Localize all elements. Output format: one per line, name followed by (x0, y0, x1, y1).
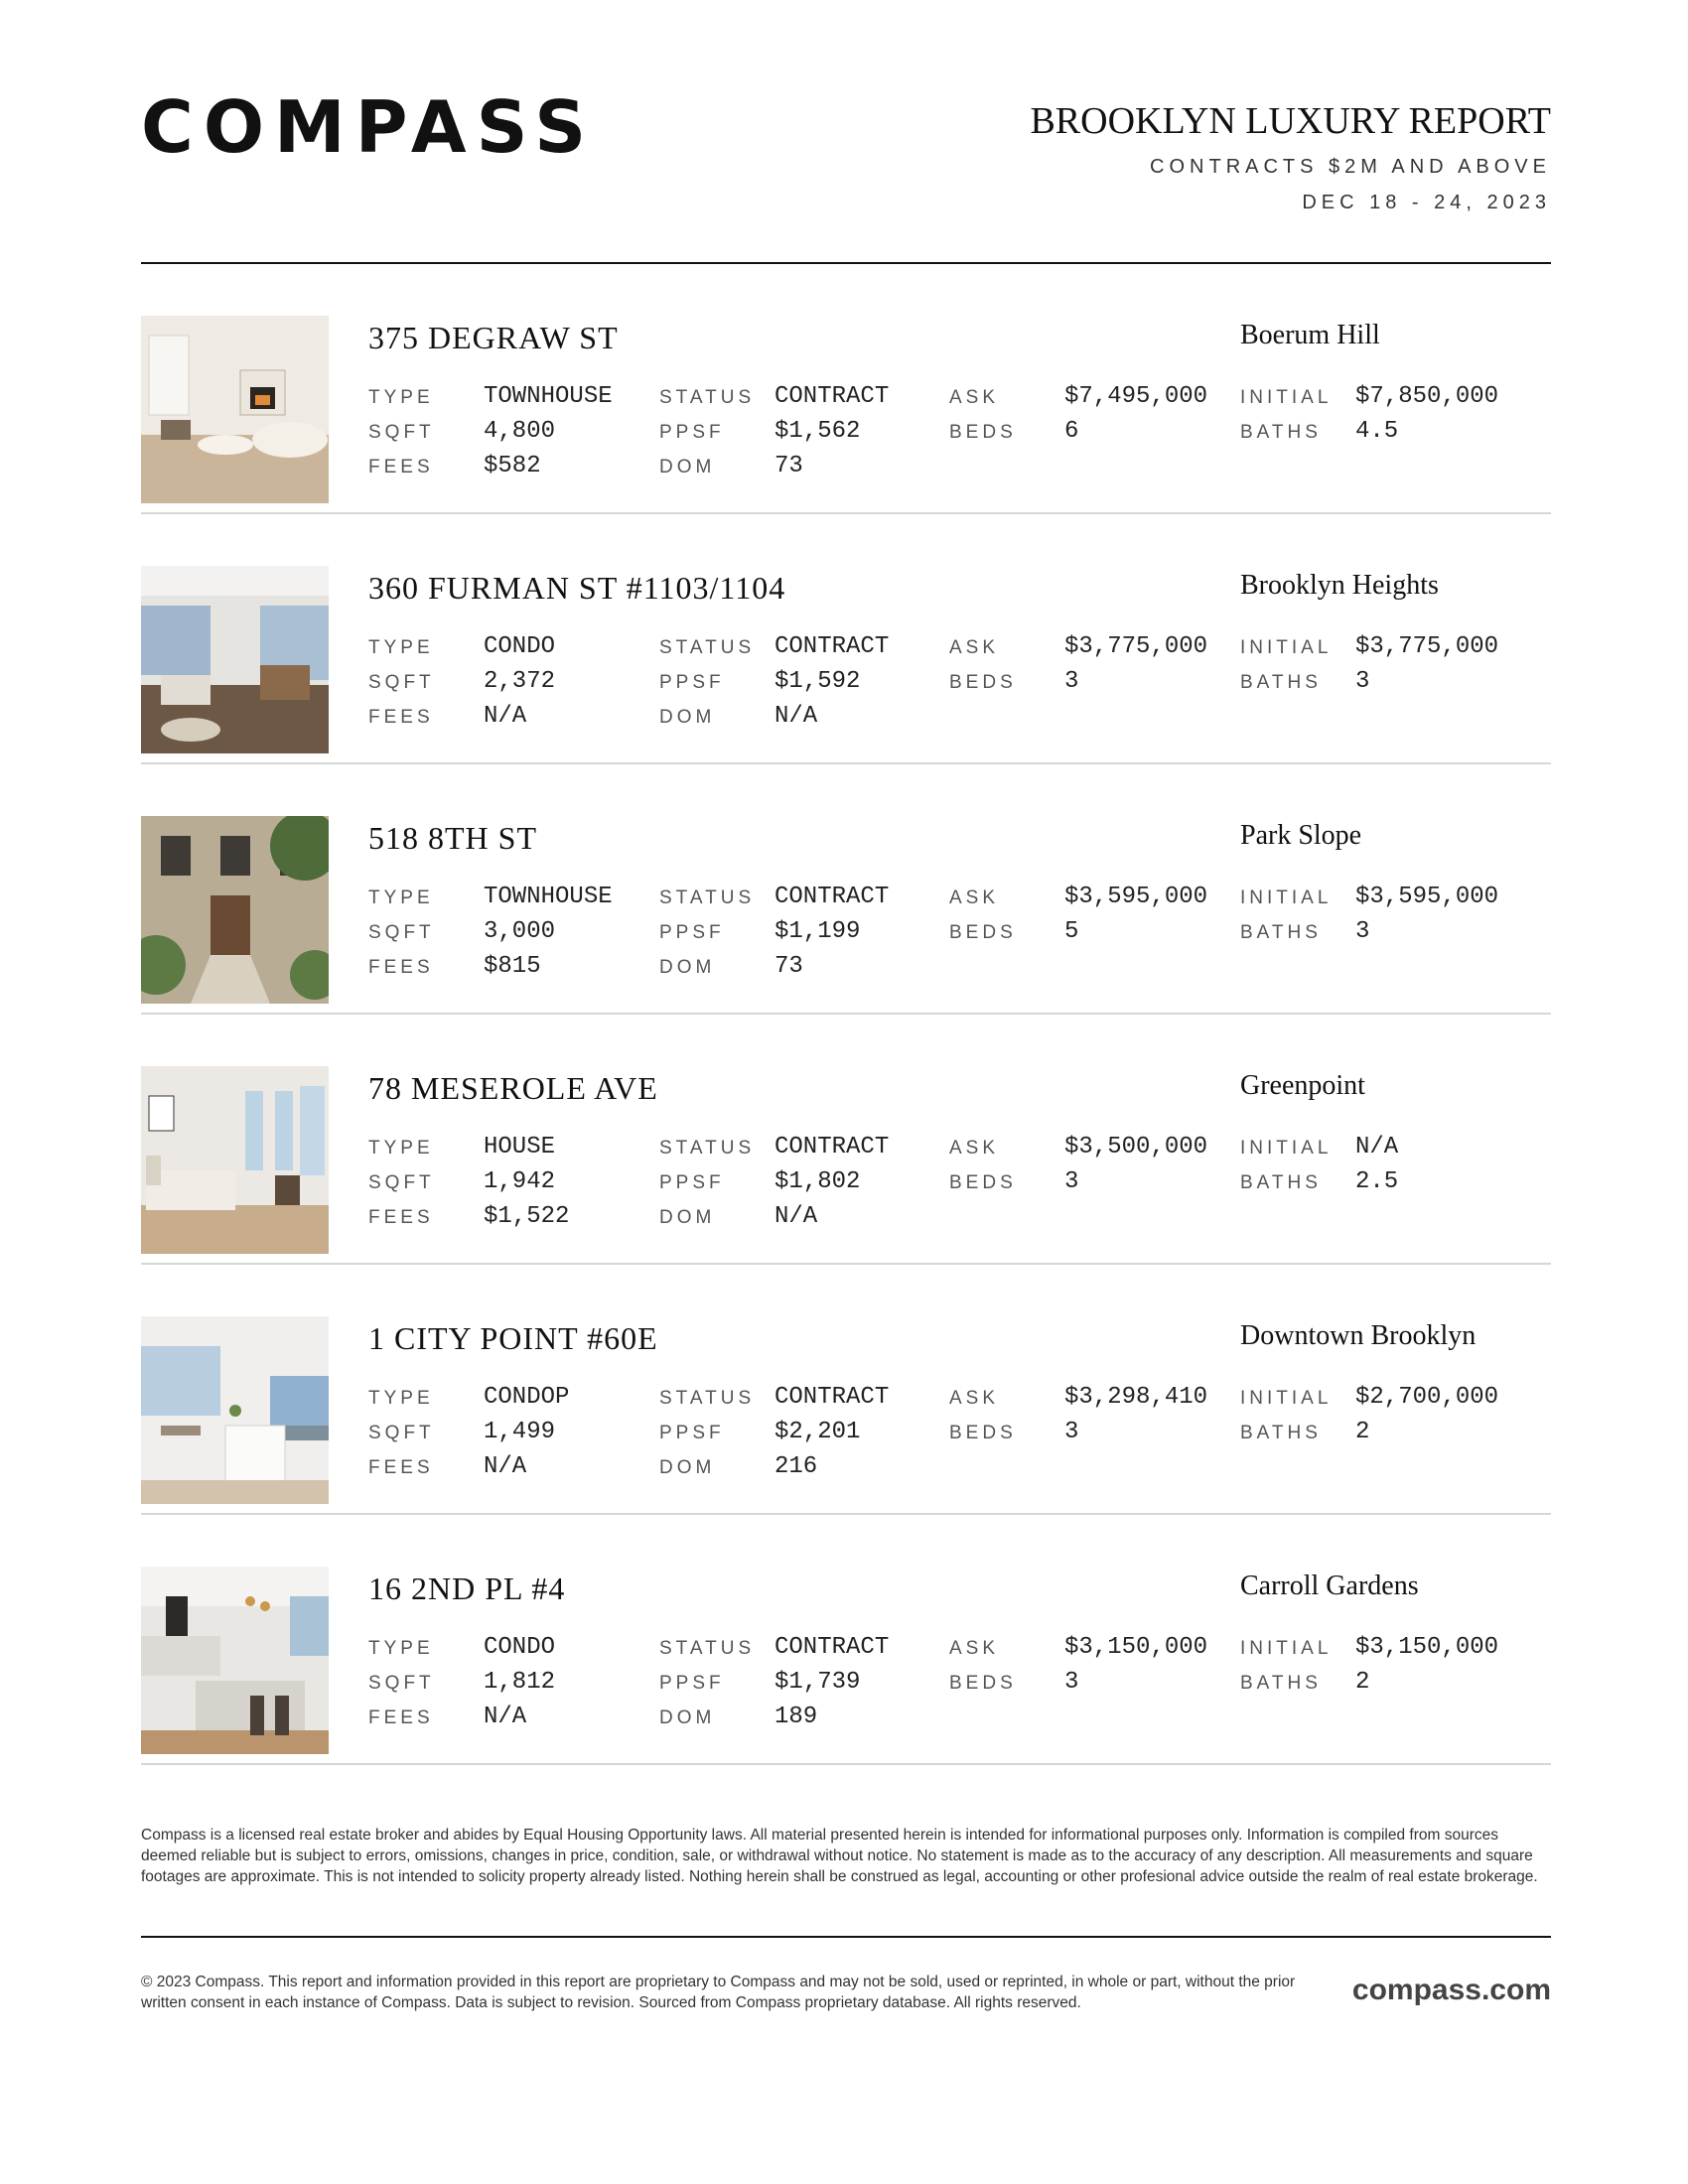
report-subtitle: CONTRACTS $2M AND ABOVE (1150, 156, 1551, 178)
beds-label: BEDS (949, 1172, 1017, 1193)
status-label: STATUS (659, 887, 756, 908)
listing-address[interactable]: 16 2ND PL #4 (368, 1570, 566, 1606)
beds-label: BEDS (949, 922, 1017, 943)
disclaimer-text: Compass is a licensed real estate broker and abides by Equal Housing Opportunity laws. All material presented herein is intended for informational purposes only. Information is compiled from sources deemed reliable but is subject to errors, omissions, changes in price, condition, sale, or withdrawal without notice. No statement is made as to the accuracy of any description. All measurements and square footages are approximate. This is not intended to solicity property already listed. Nothing herein shall be construed as legal, accounting or other profesional advice outside the realm of real estate brokerage. (141, 1827, 1538, 1885)
fees-label: FEES (368, 457, 434, 478)
fees-label: FEES (368, 1457, 434, 1478)
listing-row[interactable] (141, 1015, 1551, 1265)
ask-value: $3,150,000 (1064, 1634, 1208, 1661)
listing-row[interactable] (141, 264, 1551, 514)
ask-value: $7,495,000 (1064, 383, 1208, 410)
listing-stats (368, 1384, 1551, 1493)
baths-label: BATHS (1240, 1673, 1322, 1694)
type-value: CONDOP (484, 1384, 570, 1411)
status-label: STATUS (659, 637, 756, 658)
sqft-value: 1,499 (484, 1419, 556, 1445)
status-value: CONTRACT (774, 884, 890, 910)
baths-label: BATHS (1240, 672, 1322, 693)
type-value: TOWNHOUSE (484, 383, 613, 410)
dom-label: DOM (659, 957, 716, 978)
initial-label: INITIAL (1240, 887, 1333, 908)
sqft-value: 1,942 (484, 1168, 556, 1195)
sqft-label: SQFT (368, 1673, 435, 1694)
ask-label: ASK (949, 887, 1000, 908)
dom-label: DOM (659, 1707, 716, 1728)
report-title: BROOKLYN LUXURY REPORT (1030, 100, 1551, 142)
initial-label: INITIAL (1240, 1638, 1333, 1659)
kitchen-island-photo[interactable] (141, 1567, 329, 1754)
baths-label: BATHS (1240, 422, 1322, 443)
beds-value: 6 (1064, 418, 1079, 445)
baths-label: BATHS (1240, 922, 1322, 943)
status-value: CONTRACT (774, 1384, 890, 1411)
listing-stats (368, 1134, 1551, 1243)
status-value: CONTRACT (774, 383, 890, 410)
listing-stats (368, 1634, 1551, 1743)
compass-logo[interactable]: COMPASS (141, 85, 597, 169)
type-label: TYPE (368, 1638, 434, 1659)
dom-label: DOM (659, 457, 716, 478)
beds-value: 5 (1064, 918, 1079, 945)
baths-label: BATHS (1240, 1423, 1322, 1443)
type-value: CONDO (484, 633, 556, 660)
ppsf-label: PPSF (659, 672, 725, 693)
listing-address[interactable]: 1 CITY POINT #60E (368, 1320, 658, 1356)
ppsf-label: PPSF (659, 1172, 725, 1193)
sqft-label: SQFT (368, 922, 435, 943)
sqft-value: 3,000 (484, 918, 556, 945)
listing-row[interactable] (141, 1265, 1551, 1515)
baths-value: 4.5 (1355, 418, 1399, 445)
type-value: HOUSE (484, 1134, 556, 1160)
fees-label: FEES (368, 957, 434, 978)
type-label: TYPE (368, 887, 434, 908)
beds-label: BEDS (949, 1673, 1017, 1694)
beds-value: 3 (1064, 1669, 1079, 1696)
sqft-label: SQFT (368, 422, 435, 443)
dom-value: 216 (774, 1453, 818, 1480)
listing-neighborhood: Greenpoint (1240, 1070, 1365, 1101)
beds-label: BEDS (949, 422, 1017, 443)
ppsf-label: PPSF (659, 422, 725, 443)
dom-label: DOM (659, 1457, 716, 1478)
listing-address[interactable]: 360 FURMAN ST #1103/1104 (368, 570, 786, 606)
ppsf-value: $1,562 (774, 418, 861, 445)
fees-value: $815 (484, 953, 541, 980)
listing-address[interactable]: 518 8TH ST (368, 820, 537, 856)
listing-neighborhood: Boerum Hill (1240, 320, 1380, 350)
beds-value: 3 (1064, 1419, 1079, 1445)
type-value: CONDO (484, 1634, 556, 1661)
ppsf-label: PPSF (659, 922, 725, 943)
kitchen-view-photo[interactable] (141, 1316, 329, 1504)
listing-row[interactable] (141, 1515, 1551, 1765)
initial-label: INITIAL (1240, 637, 1333, 658)
ask-label: ASK (949, 1138, 1000, 1159)
baths-value: 3 (1355, 918, 1370, 945)
initial-value: $7,850,000 (1355, 383, 1499, 410)
fees-label: FEES (368, 1207, 434, 1228)
website-link[interactable]: compass.com (1351, 1974, 1551, 2006)
ask-label: ASK (949, 387, 1000, 408)
status-label: STATUS (659, 387, 756, 408)
beds-value: 3 (1064, 1168, 1079, 1195)
ask-label: ASK (949, 637, 1000, 658)
initial-value: $2,700,000 (1355, 1384, 1499, 1411)
ppsf-value: $1,739 (774, 1669, 861, 1696)
initial-value: $3,595,000 (1355, 884, 1499, 910)
beds-label: BEDS (949, 1423, 1017, 1443)
listing-row[interactable] (141, 764, 1551, 1015)
sqft-label: SQFT (368, 1172, 435, 1193)
dom-value: N/A (774, 1203, 818, 1230)
baths-value: 3 (1355, 668, 1370, 695)
copyright-text: © 2023 Compass. This report and information provided in this report are proprietary to Compass and may not be sold, used or reprinted, in whole or part, without the prior written consent in each instance of Compass. Data is subject to revision. Sourced from Compass proprietary database. All rights reserved. (141, 1974, 1296, 2011)
footer-divider (141, 1936, 1551, 1938)
listing-address[interactable]: 375 DEGRAW ST (368, 320, 619, 355)
type-label: TYPE (368, 387, 434, 408)
listing-row[interactable] (141, 514, 1551, 764)
condo-interior-photo[interactable] (141, 566, 329, 753)
sqft-label: SQFT (368, 1423, 435, 1443)
initial-label: INITIAL (1240, 1388, 1333, 1409)
type-label: TYPE (368, 637, 434, 658)
sqft-value: 1,812 (484, 1669, 556, 1696)
baths-value: 2 (1355, 1419, 1370, 1445)
ask-value: $3,298,410 (1064, 1384, 1208, 1411)
listings-list (141, 264, 1551, 1765)
fees-label: FEES (368, 707, 434, 728)
ppsf-value: $1,199 (774, 918, 861, 945)
ppsf-value: $1,802 (774, 1168, 861, 1195)
fees-value: N/A (484, 1453, 527, 1480)
ask-value: $3,500,000 (1064, 1134, 1208, 1160)
ask-value: $3,775,000 (1064, 633, 1208, 660)
bedroom-photo[interactable] (141, 1066, 329, 1254)
initial-label: INITIAL (1240, 1138, 1333, 1159)
initial-value: N/A (1355, 1134, 1399, 1160)
type-label: TYPE (368, 1138, 434, 1159)
ask-value: $3,595,000 (1064, 884, 1208, 910)
listing-address[interactable]: 78 MESEROLE AVE (368, 1070, 658, 1106)
listing-stats (368, 884, 1551, 993)
dom-value: 189 (774, 1704, 818, 1730)
brownstone-exterior-photo[interactable] (141, 816, 329, 1004)
status-label: STATUS (659, 1638, 756, 1659)
status-value: CONTRACT (774, 633, 890, 660)
status-value: CONTRACT (774, 1134, 890, 1160)
fees-value: N/A (484, 703, 527, 730)
dom-value: N/A (774, 703, 818, 730)
status-value: CONTRACT (774, 1634, 890, 1661)
status-label: STATUS (659, 1138, 756, 1159)
type-label: TYPE (368, 1388, 434, 1409)
initial-label: INITIAL (1240, 387, 1333, 408)
report-header (141, 0, 1551, 264)
ppsf-label: PPSF (659, 1673, 725, 1694)
ppsf-label: PPSF (659, 1423, 725, 1443)
ask-label: ASK (949, 1638, 1000, 1659)
fees-value: N/A (484, 1704, 527, 1730)
listing-neighborhood: Carroll Gardens (1240, 1570, 1419, 1601)
dom-value: 73 (774, 953, 803, 980)
ppsf-value: $1,592 (774, 668, 861, 695)
dom-label: DOM (659, 1207, 716, 1228)
report-dates: DEC 18 - 24, 2023 (1302, 192, 1551, 213)
baths-label: BATHS (1240, 1172, 1322, 1193)
dom-label: DOM (659, 707, 716, 728)
listing-neighborhood: Downtown Brooklyn (1240, 1320, 1477, 1351)
initial-value: $3,150,000 (1355, 1634, 1499, 1661)
sqft-value: 4,800 (484, 418, 556, 445)
listing-stats (368, 633, 1551, 743)
beds-value: 3 (1064, 668, 1079, 695)
report-page (141, 0, 1551, 2011)
baths-value: 2.5 (1355, 1168, 1399, 1195)
living-room-photo[interactable] (141, 316, 329, 503)
status-label: STATUS (659, 1388, 756, 1409)
listing-neighborhood: Park Slope (1240, 820, 1362, 851)
baths-value: 2 (1355, 1669, 1370, 1696)
fees-value: $1,522 (484, 1203, 570, 1230)
listing-stats (368, 383, 1551, 492)
fees-value: $582 (484, 453, 541, 479)
ppsf-value: $2,201 (774, 1419, 861, 1445)
initial-value: $3,775,000 (1355, 633, 1499, 660)
beds-label: BEDS (949, 672, 1017, 693)
dom-value: 73 (774, 453, 803, 479)
fees-label: FEES (368, 1707, 434, 1728)
type-value: TOWNHOUSE (484, 884, 613, 910)
ask-label: ASK (949, 1388, 1000, 1409)
sqft-value: 2,372 (484, 668, 556, 695)
listing-neighborhood: Brooklyn Heights (1240, 570, 1439, 601)
sqft-label: SQFT (368, 672, 435, 693)
